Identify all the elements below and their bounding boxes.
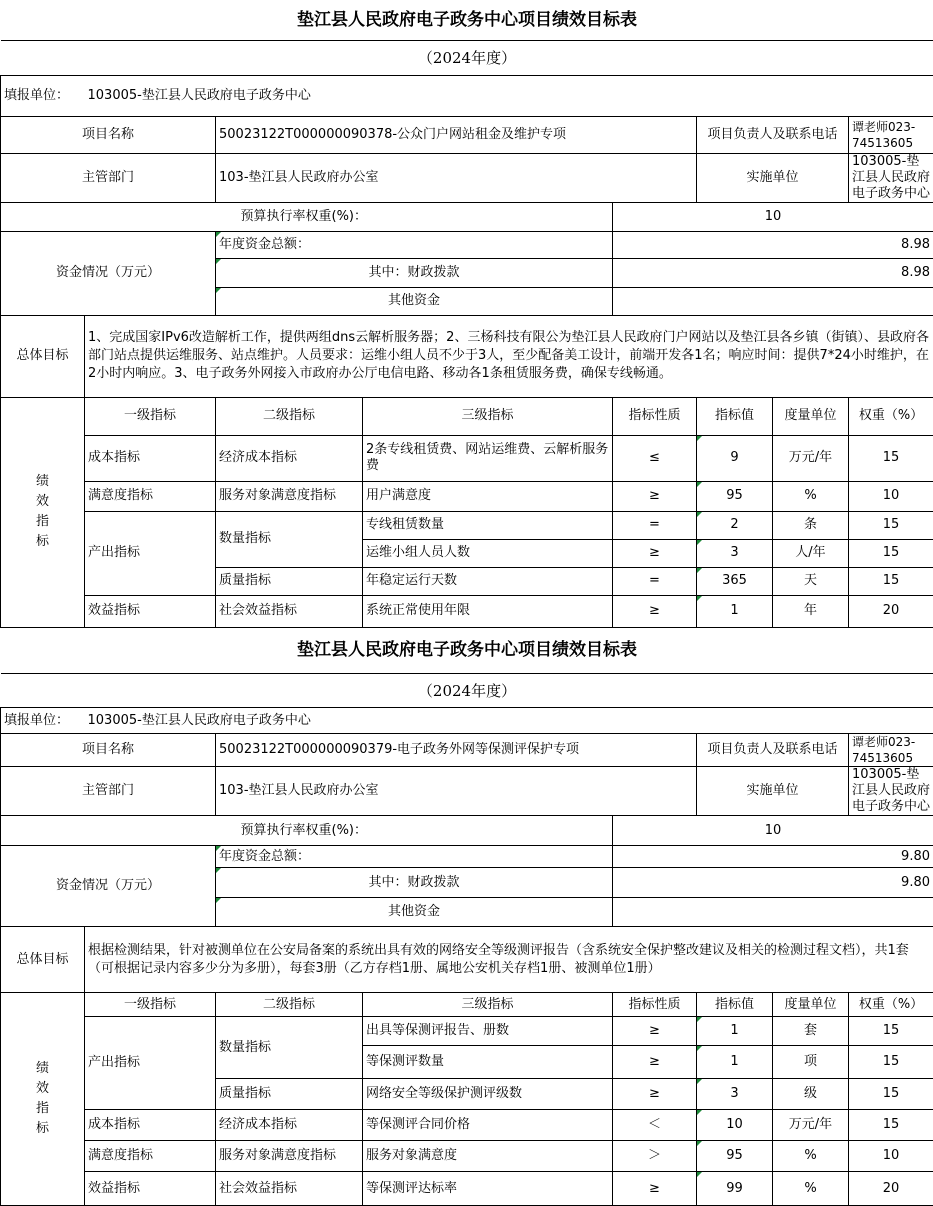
header-op: 指标性质 [613,993,697,1017]
cell-l3: 等保测评达标率 [363,1172,613,1206]
cell-weight: 10 [849,1141,933,1172]
funds-label: 资金情况（万元） [1,846,216,927]
funds-fiscal-value: 8.98 [613,258,933,287]
cell-weight: 10 [849,481,933,511]
cell-unit: 人/年 [773,539,849,567]
report-unit-label: 填报单位： [1,75,85,116]
header-weight: 权重（%） [849,397,933,435]
cell-unit: 年 [773,595,849,627]
cell-op: ≥ [613,481,697,511]
report-unit-value: 103005-垫江县人民政府电子政务中心 [85,75,933,116]
cell-val: 99 [697,1172,773,1206]
cell-op: ≤ [613,435,697,481]
impl-label: 实施单位 [697,153,849,202]
cell-l3: 等保测评合同价格 [363,1110,613,1141]
performance-table-2 [0,628,933,1206]
cell-l2: 社会效益指标 [216,595,363,627]
cell-op: ＜ [613,1110,697,1141]
cell-l2: 数量指标 [216,1017,363,1079]
report-unit-label: 填报单位： [1,708,85,734]
table-title: 垫江县人民政府电子政务中心项目绩效目标表 [1,0,933,40]
cell-l3: 专线租赁数量 [363,511,613,539]
dept-value: 103-垫江县人民政府办公室 [216,153,697,202]
funds-other-value [613,898,933,927]
project-name-label: 项目名称 [1,116,216,153]
cell-l2: 社会效益指标 [216,1172,363,1206]
funds-other-value [613,287,933,315]
cell-l3: 2条专线租赁费、网站运维费、云解析服务费 [363,435,613,481]
funds-total-label: 年度资金总额： [216,846,613,868]
cell-val: 1 [697,1017,773,1046]
header-unit: 度量单位 [773,993,849,1017]
table-row [1,1110,933,1141]
cell-l3: 系统正常使用年限 [363,595,613,627]
table-year: （2024年度） [1,674,933,708]
cell-l2: 服务对象满意度指标 [216,481,363,511]
cell-l3: 网络安全等级保护测评级数 [363,1079,613,1110]
cell-val: 95 [697,1141,773,1172]
cell-val: 10 [697,1110,773,1141]
cell-op: ≥ [613,595,697,627]
funds-total-value: 8.98 [613,231,933,258]
header-l3: 三级指标 [363,993,613,1017]
cell-unit: 万元/年 [773,1110,849,1141]
cell-weight: 15 [849,435,933,481]
cell-l1: 成本指标 [85,435,216,481]
table-row [1,595,933,627]
cell-l3: 出具等保测评报告、册数 [363,1017,613,1046]
cell-l3: 等保测评数量 [363,1046,613,1079]
goal-text: 根据检测结果，针对被测单位在公安局备案的系统出具有效的网络安全等级测评报告（含系统安全保护整改建议及相关的检测过程文档），共1套（可根据记录内容多少分为多册），每套3册（乙方存档1册、属地公安机关存档1册、被测单位1册） [85,927,933,993]
cell-weight: 20 [849,1172,933,1206]
report-unit-value: 103005-垫江县人民政府电子政务中心 [85,708,933,734]
perf-label [1,993,85,1206]
header-val: 指标值 [697,993,773,1017]
dept-label: 主管部门 [1,153,216,202]
header-weight: 权重（%） [849,993,933,1017]
cell-l3: 用户满意度 [363,481,613,511]
cell-weight: 15 [849,539,933,567]
budget-weight-value: 10 [613,202,933,231]
cell-l3: 运维小组人员人数 [363,539,613,567]
contact-label: 项目负责人及联系电话 [697,734,849,767]
perf-label-text: 绩效指标 [36,1059,50,1139]
cell-l2: 质量指标 [216,567,363,595]
perf-label-text: 绩效指标 [36,472,50,552]
header-l2: 二级指标 [216,993,363,1017]
contact-label: 项目负责人及联系电话 [697,116,849,153]
cell-l1: 效益指标 [85,595,216,627]
impl-label: 实施单位 [697,767,849,816]
cell-unit: 套 [773,1017,849,1046]
cell-op: ≥ [613,1172,697,1206]
cell-weight: 15 [849,1046,933,1079]
cell-weight: 15 [849,1017,933,1046]
cell-weight: 20 [849,595,933,627]
funds-fiscal-value: 9.80 [613,868,933,898]
table-row [1,435,933,481]
cell-l2: 服务对象满意度指标 [216,1141,363,1172]
cell-val: 3 [697,1079,773,1110]
cell-l1: 满意度指标 [85,1141,216,1172]
dept-label: 主管部门 [1,767,216,816]
cell-op: = [613,567,697,595]
table-row [1,511,933,539]
cell-val: 1 [697,595,773,627]
cell-unit: 天 [773,567,849,595]
cell-l3: 年稳定运行天数 [363,567,613,595]
cell-l1: 成本指标 [85,1110,216,1141]
cell-l2: 经济成本指标 [216,1110,363,1141]
header-l2: 二级指标 [216,397,363,435]
cell-l3: 服务对象满意度 [363,1141,613,1172]
cell-val: 1 [697,1046,773,1079]
header-op: 指标性质 [613,397,697,435]
table-row [1,1017,933,1046]
table-row [1,1141,933,1172]
cell-val: 95 [697,481,773,511]
cell-weight: 15 [849,567,933,595]
header-val: 指标值 [697,397,773,435]
cell-weight: 15 [849,1079,933,1110]
cell-weight: 15 [849,511,933,539]
header-unit: 度量单位 [773,397,849,435]
cell-unit: 级 [773,1079,849,1110]
cell-l1: 满意度指标 [85,481,216,511]
cell-val: 2 [697,511,773,539]
cell-l1: 效益指标 [85,1172,216,1206]
cell-l2: 经济成本指标 [216,435,363,481]
cell-val: 365 [697,567,773,595]
impl-value: 103005-垫江县人民政府电子政务中心 [849,767,933,816]
table-title: 垫江县人民政府电子政务中心项目绩效目标表 [1,628,933,674]
funds-other-label: 其他资金 [216,898,613,927]
cell-unit: 条 [773,511,849,539]
cell-op: ≥ [613,1046,697,1079]
cell-op: ＞ [613,1141,697,1172]
contact-value: 谭老师023-74513605 [849,116,933,153]
cell-op: = [613,511,697,539]
funds-other-label: 其他资金 [216,287,613,315]
funds-fiscal-label: 其中：财政拨款 [216,868,613,898]
table-row [1,1172,933,1206]
cell-unit: 项 [773,1046,849,1079]
cell-l1: 产出指标 [85,511,216,595]
table-year: （2024年度） [1,40,933,75]
cell-l1: 产出指标 [85,1017,216,1110]
project-name-value: 50023122T000000090379-电子政务外网等保测评保护专项 [216,734,697,767]
cell-op: ≥ [613,1079,697,1110]
goal-label: 总体目标 [1,927,85,993]
cell-l2: 质量指标 [216,1079,363,1110]
funds-label: 资金情况（万元） [1,231,216,315]
budget-weight-label: 预算执行率权重(%)： [1,202,613,231]
impl-value: 103005-垫江县人民政府电子政务中心 [849,153,933,202]
header-l1: 一级指标 [85,397,216,435]
project-name-value: 50023122T000000090378-公众门户网站租金及维护专项 [216,116,697,153]
cell-unit: % [773,1172,849,1206]
budget-weight-value: 10 [613,816,933,846]
cell-unit: % [773,1141,849,1172]
cell-unit: % [773,481,849,511]
cell-val: 3 [697,539,773,567]
cell-l2: 数量指标 [216,511,363,567]
perf-label [1,397,85,627]
budget-weight-label: 预算执行率权重(%)： [1,816,613,846]
cell-op: ≥ [613,1017,697,1046]
funds-total-value: 9.80 [613,846,933,868]
cell-op: ≥ [613,539,697,567]
header-l1: 一级指标 [85,993,216,1017]
dept-value: 103-垫江县人民政府办公室 [216,767,697,816]
cell-unit: 万元/年 [773,435,849,481]
cell-val: 9 [697,435,773,481]
funds-total-label: 年度资金总额： [216,231,613,258]
header-l3: 三级指标 [363,397,613,435]
table-row [1,481,933,511]
contact-value: 谭老师023-74513605 [849,734,933,767]
funds-fiscal-label: 其中：财政拨款 [216,258,613,287]
goal-label: 总体目标 [1,315,85,397]
goal-text: 1、完成国家IPv6改造解析工作，提供两组dns云解析服务器；2、三杨科技有限公为垫江县人民政府门户网站以及垫江县各乡镇（街镇）、县政府各部门站点提供运维服务、站点维护。人员要求：运维小组人员不少于3人，至少配备美工设计，前端开发各1名；响应时间：提供7*24小时维护，在2小时内响应。3、电子政务外网接入市政府办公厅电信电路、移动各1条租赁服务费，确保专线畅通。 [85,315,933,397]
project-name-label: 项目名称 [1,734,216,767]
cell-weight: 15 [849,1110,933,1141]
